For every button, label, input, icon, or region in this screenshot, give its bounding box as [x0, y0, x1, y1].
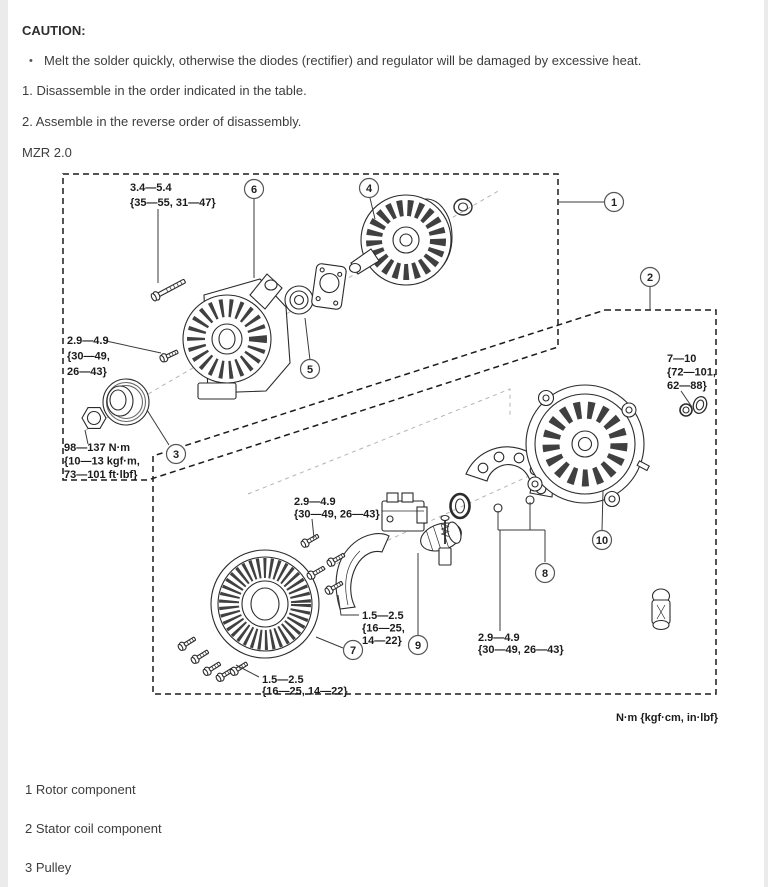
- parts-list-item: 1 Rotor component: [25, 782, 136, 797]
- bearing-retainer-plate-drawing: [311, 263, 347, 310]
- pulley-drawing: [103, 379, 149, 425]
- o-ring-drawing: [451, 494, 470, 518]
- torque-label-t8: 1.5—2.5 {16—25, 14—22}: [262, 674, 348, 698]
- exploded-diagram-figure: [8, 167, 768, 742]
- torque-unit-note: N·m {kgf·cm, in·lbf}: [615, 712, 718, 724]
- manual-page: [8, 0, 764, 887]
- exploded-diagram: [8, 167, 768, 742]
- svg-text:5: 5: [306, 363, 314, 376]
- torque-label-t7: 2.9—4.9 {30—49, 26—43}: [478, 632, 564, 656]
- front-bracket-drawing: [183, 274, 290, 399]
- front-bearing-drawing: [285, 286, 313, 314]
- voltage-regulator-drawing: [382, 493, 427, 531]
- torque-label-t6: 1.5—2.5 {16—25, 14—22}: [362, 610, 405, 647]
- page-content: [8, 0, 764, 876]
- front-cover-screw-drawing: [159, 348, 180, 364]
- callout-8: [536, 564, 555, 583]
- step-1-text: 1. Disassemble in the order indicated in the table.: [22, 83, 307, 98]
- callout-9: [409, 636, 428, 655]
- torque-label-t4: 7—10 {72—101, 62—88}: [667, 353, 716, 392]
- torque-label-t3: 98—137 N·m {10—13 kgf·m, 73—101 ft·lbf}: [64, 442, 140, 481]
- slip-ring-seal-drawing: [454, 199, 472, 215]
- pulley-nut-drawing: [82, 408, 106, 429]
- callout-2: [641, 268, 660, 287]
- caution-bullet-text: Melt the solder quickly, otherwise the diodes (rectifier) and regulator will be damaged by excessive heat.: [44, 53, 642, 68]
- bullet-icon: •: [29, 55, 33, 67]
- svg-text:6: 6: [250, 183, 258, 196]
- svg-text:8: 8: [541, 567, 549, 580]
- parts-list-item: 3 Pulley: [25, 860, 72, 875]
- svg-text:4: 4: [365, 182, 373, 195]
- svg-text:2: 2: [646, 271, 654, 284]
- svg-text:1: 1: [610, 196, 618, 209]
- parts-list-item: 2 Stator coil component: [25, 821, 162, 836]
- terminal-nut-washer-drawing: [680, 395, 709, 416]
- svg-text:9: 9: [414, 639, 422, 652]
- torque-label-t1: 3.4—5.4 {35—55, 31—47}: [130, 182, 216, 209]
- rotor-drawing: [350, 195, 453, 285]
- callout-1: [605, 193, 624, 212]
- torque-label-t5: 2.9—4.9 {30—49, 26—43}: [294, 496, 380, 521]
- dashed-outline-group1: [63, 174, 558, 480]
- caution-bullet-item: [22, 53, 744, 69]
- torque-label-t2: 2.9—4.9 {30—49, 26—43}: [67, 335, 110, 378]
- stator-coil-drawing: [211, 550, 319, 658]
- terminal-insulator-drawing: [652, 589, 670, 630]
- step-2-text: 2. Assemble in the reverse order of disassembly.: [22, 114, 302, 129]
- brush-cover-drawing: [336, 534, 389, 609]
- callout-4: [360, 179, 379, 198]
- engine-variant-label: MZR 2.0: [22, 145, 72, 160]
- callout-5: [301, 360, 320, 379]
- svg-text:3: 3: [172, 448, 180, 461]
- through-bolt-drawing: [150, 277, 187, 302]
- caution-heading: CAUTION:: [22, 23, 86, 38]
- callout-6: [245, 180, 264, 199]
- callout-3: [167, 445, 186, 464]
- callout-10: [593, 531, 612, 550]
- parts-list: [25, 782, 744, 876]
- svg-text:7: 7: [349, 644, 357, 657]
- svg-text:10: 10: [595, 534, 609, 547]
- callout-7: [344, 641, 363, 660]
